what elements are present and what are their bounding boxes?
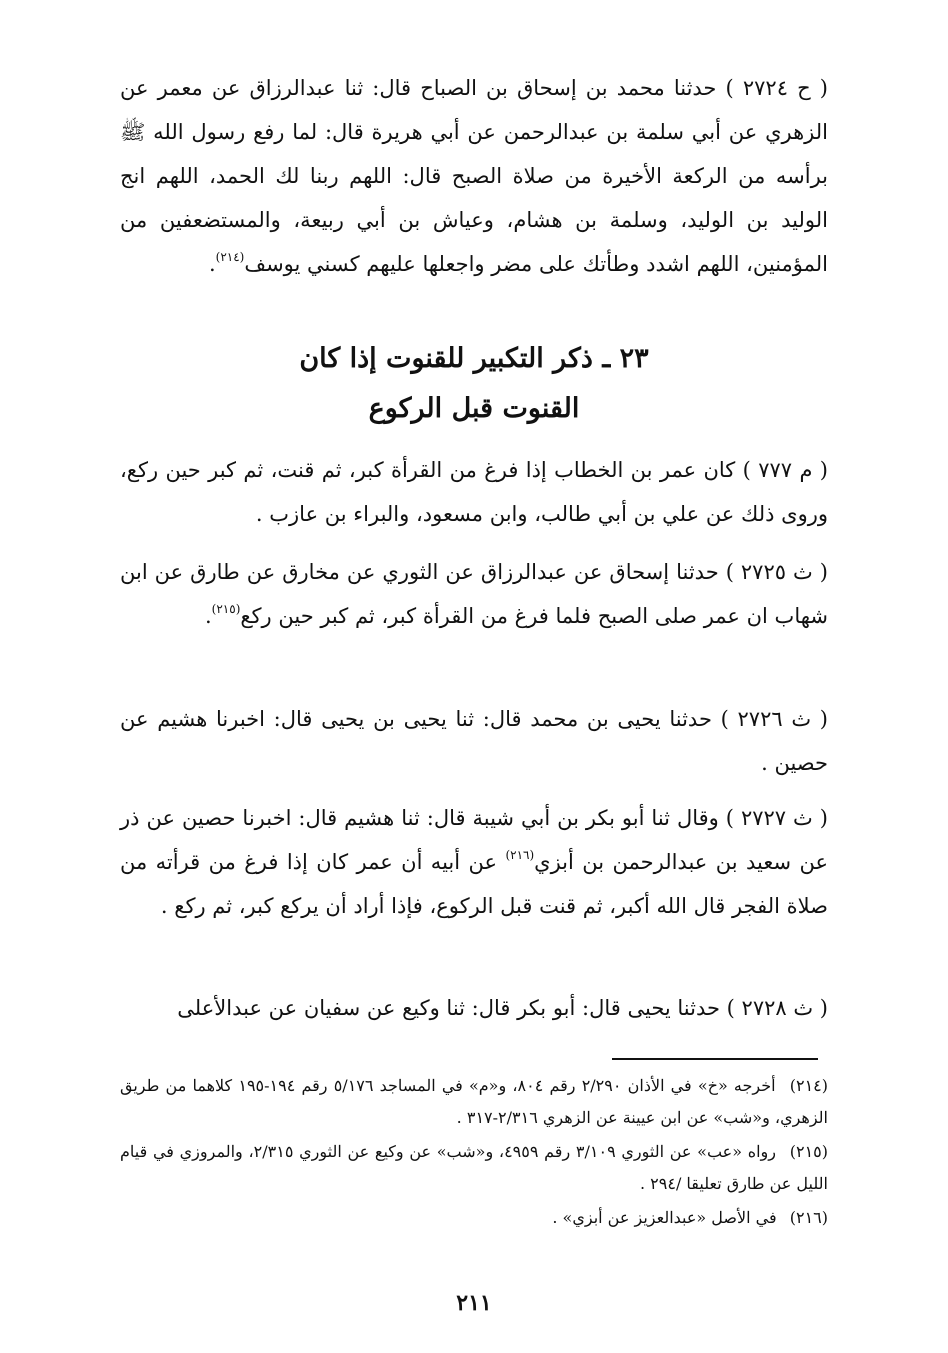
- hadith-text: حدثنا إسحاق عن عبدالرزاق عن الثوري عن مخارق عن طارق عن ابن شهاب ان عمر صلى الصبح فلما فرغ من القرأة كبر، ثم كبر حين ركع: [120, 560, 828, 628]
- chapter-heading-line-2: القنوت قبل الركوع: [368, 393, 580, 424]
- hadith-paragraph-2728: [120, 986, 828, 1030]
- chapter-heading-line-1: ٢٣ ـ ذكر التكبير للقنوت إذا كان: [299, 343, 649, 374]
- hadith-reference: ( ح ٢٧٢٤ ): [725, 76, 828, 100]
- footnote-marker: (٢١٤): [215, 250, 245, 264]
- hadith-text-part-2: عن أبيه أن عمر كان إذا فرغ من قرأته من صلاة الفجر قال الله أكبر، ثم قنت قبل الركوع، فإذا أراد أن يركع كبر، ثم ركع .: [120, 850, 828, 918]
- hadith-paragraph-2725: [120, 550, 828, 638]
- footnote: [120, 1136, 828, 1200]
- hadith-end-mark: .: [208, 252, 216, 276]
- hadith-end-mark: .: [204, 604, 212, 628]
- footnote-divider: [612, 1058, 818, 1060]
- hadith-reference: ( ث ٢٧٢٦ ): [720, 707, 828, 731]
- hadith-text-part-1: وقال ثنا أبو بكر بن أبي شيبة قال: ثنا هشيم قال: اخبرنا حصين عن ذر عن سعيد بن عبدالرحمن بن أبزي: [120, 806, 828, 874]
- hadith-reference: ( ث ٢٧٢٧ ): [725, 806, 828, 830]
- page-number: ٢١١: [456, 1290, 492, 1316]
- hadith-text: حدثنا يحيى بن محمد قال: ثنا يحيى بن يحيى قال: اخبرنا هشيم عن حصين .: [120, 707, 828, 775]
- hadith-reference: ( ث ٢٧٢٥ ): [725, 560, 828, 584]
- hadith-text: حدثنا محمد بن إسحاق بن الصباح قال: ثنا عبدالرزاق عن معمر عن الزهري عن أبي سلمة بن عبدالرحمن عن أبي هريرة قال: لما رفع رسول الله ﷺ برأسه من الركعة الأخيرة من صلاة الصبح قال: اللهم ربنا لك الحمد، اللهم انج الوليد بن الوليد، وسلمة بن هشام، وعياش بن أبي ربيعة، والمستضعفين من المؤمنين، اللهم اشدد وطأتك على مضر واجعلها عليهم كسني يوسف: [120, 76, 828, 276]
- footnote: [120, 1070, 828, 1134]
- footnote-text: رواه «عب» عن الثوري ٣/١٠٩ رقم ٤٩٥٩، و«شب» عن وكيع عن الثوري ٢/٣١٥، والمروزي في قيام الليل عن طارق تعليقا /٢٩٤ .: [120, 1142, 828, 1193]
- hadith-reference: ( م ٧٧٧ ): [742, 458, 828, 482]
- footnote-number: (٢١٥): [789, 1142, 829, 1161]
- hadith-text: كان عمر بن الخطاب إذا فرغ من القرأة كبر، ثم قنت، ثم كبر حين ركع، وروى ذلك عن علي بن أبي طالب، وابن مسعود، والبراء بن عازب .: [120, 458, 828, 526]
- hadith-paragraph-2727: [120, 796, 828, 928]
- footnote-text: أخرجه «خ» في الأذان ٢/٢٩٠ رقم ٨٠٤، و«م» في المساجد ٥/١٧٦ رقم ١٩٤-١٩٥ كلاهما من طريق الزهري، و«شب» عن ابن عيينة عن الزهري ٢/٣١٦-٣١٧ .: [120, 1076, 828, 1127]
- hadith-paragraph-2724: [120, 66, 828, 286]
- footnote: [120, 1202, 828, 1234]
- hadith-paragraph-2726: [120, 697, 828, 785]
- footnote-text: في الأصل «عبدالعزيز عن أبزي» .: [552, 1208, 777, 1227]
- footnote-marker: (٢١٥): [211, 602, 241, 616]
- footnote-marker: (٢١٦): [505, 848, 535, 862]
- hadith-text: حدثنا يحيى قال: أبو بكر قال: ثنا وكيع عن سفيان عن عبدالأعلى: [177, 996, 720, 1020]
- hadith-reference: ( ث ٢٧٢٨ ): [726, 996, 828, 1020]
- chapter-heading: [120, 334, 828, 434]
- footnote-number: (٢١٤): [789, 1076, 829, 1095]
- hadith-paragraph-777: [120, 448, 828, 536]
- footnotes-section: [120, 1070, 828, 1236]
- footnote-number: (٢١٦): [789, 1208, 828, 1227]
